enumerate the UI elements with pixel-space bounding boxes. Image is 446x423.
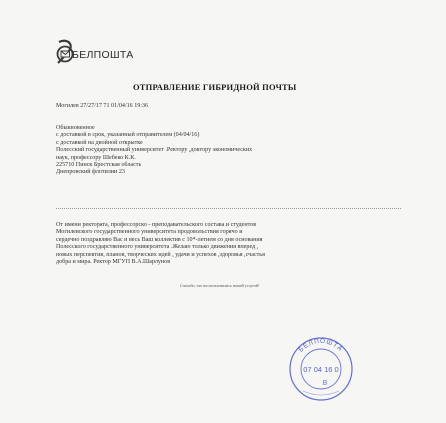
delivery-line: Полесский государственный университет .Ректору ,доктору экономических (56, 147, 253, 154)
message-line: добра и мира. Ректор МГУП В.А.Шарлунов (56, 259, 171, 266)
message-line: От имени ректората, профессорско - преподавательского состава и студентов (56, 222, 257, 228)
postal-stamp-icon (285, 333, 357, 401)
delivery-line: Днепровский флотилии 23 (56, 169, 125, 176)
delivery-line: с доставкой на двойной открытке (56, 139, 143, 146)
document-title: ОТПРАВЛЕНИЕ ГИБРИДНОЙ ПОЧТЫ (133, 82, 297, 92)
message-block (56, 222, 265, 266)
message-line: Полесского государственного университета .Желаю только движения вперед , (56, 244, 259, 251)
divider (56, 208, 401, 209)
brand-name: БЕЛПОШТА (72, 49, 134, 61)
belpost-logo (55, 38, 175, 66)
delivery-line: с доставкой в срок, указанный отправителем (04/04/16) (56, 132, 200, 139)
delivery-line: наук, профессору Шебеко К.К. (56, 154, 136, 161)
delivery-block (56, 125, 252, 177)
svg-text:B: B (322, 380, 328, 387)
svg-text:БЕЛПОШТА (297, 338, 344, 354)
stamp-top-text: БЕЛПОШТА (297, 337, 345, 354)
delivery-line: 225710 Пинск Брестская область (56, 162, 142, 169)
footer-note: Спасибо, что воспользовались нашей услугой! (180, 283, 260, 288)
stamp-date: 07 04 16 0 (303, 365, 339, 374)
message-line: новых перспектив, планов, творческих идей , удачи и успехов ,здоровья ,счастья (56, 251, 265, 258)
delivery-line: Обыкновенное (56, 125, 95, 131)
message-line: Могилевского государственного университета продовольствия горячо и (56, 229, 243, 236)
message-line: сердечно поздравляю Вас и весь Ваш коллектив с 10*-летием со дня основания (56, 236, 263, 243)
header-line: Могилев 27/27/17 71 01/04/16 19:36 (56, 103, 149, 109)
postal-stamp (285, 333, 357, 401)
